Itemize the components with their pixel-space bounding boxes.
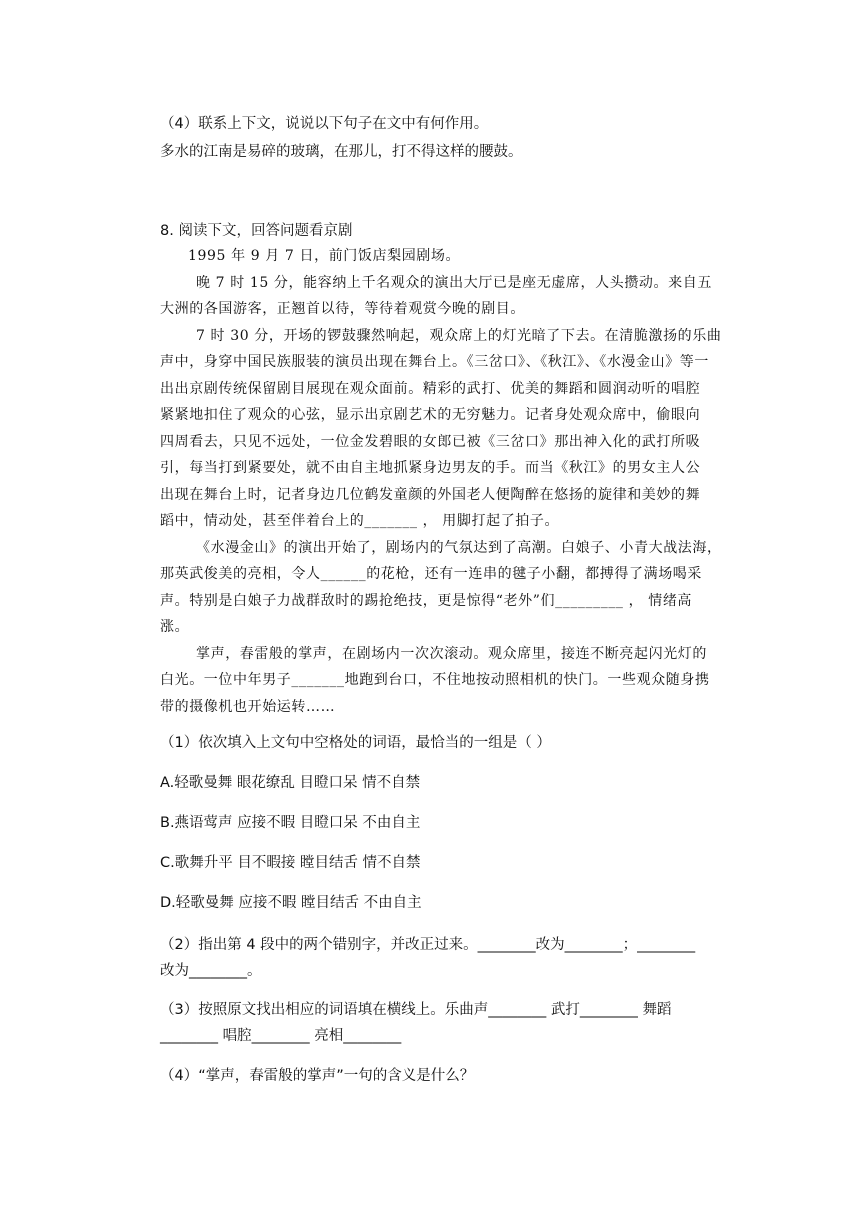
passage-line: 声中，身穿中国民族服装的演员出现在舞台上。《三岔口》、《秋江》、《水漫金山》等一: [160, 354, 709, 370]
passage-line: 紧紧地扣住了观众的心弦，显示出京剧艺术的无穷魅力。记者身处观众席中，偷眼向: [160, 407, 701, 423]
passage-line: 涨。: [160, 619, 190, 635]
passage-line: 引，每当打到紧要处，就不由自主地抓紧身边男友的手。而当《秋江》的男女主人公: [160, 460, 701, 476]
passage-line: 大洲的各国游客，正翘首以待，等待着观赏今晚的剧目。: [160, 301, 525, 317]
passage-line: 蹈中，情动处，甚至伴着台上的_______ ， 用脚打起了拍子。: [160, 513, 560, 529]
passage-line: 出出京剧传统保留剧目展现在观众面前。精彩的武打、优美的舞蹈和圆润动听的唱腔: [160, 381, 701, 397]
question-8-heading: 8. 阅读下文，回答问题看京剧: [160, 223, 353, 239]
question-1-prompt: （1）依次填入上文句中空格处的词语，最恰当的一组是（ ）: [160, 735, 551, 751]
question-4-prompt: （4）联系上下文，说说以下句子在文中有何作用。: [160, 116, 489, 132]
option-b: B.燕语莺声 应接不暇 目瞪口呆 不由自主: [160, 815, 421, 831]
question-2-line-1: （2）指出第 4 段中的两个错别字，并改正过来。________改为________；________: [160, 937, 696, 953]
passage-line-date: 1995 年 9 月 7 日，前门饭店梨园剧场。: [188, 248, 461, 264]
passage-line: 声。特别是白娘子力战群敌时的踢抢绝技，更是惊得“老外”们_________ ， 情绪高: [160, 593, 693, 609]
option-c: C.歌舞升平 目不暇接 瞠目结舌 情不自禁: [160, 855, 421, 871]
passage-line: 掌声，春雷般的掌声，在剧场内一次次滚动。观众席里，接连不断亮起闪光灯的: [196, 646, 707, 662]
question-4-sentence: 多水的江南是易碎的玻璃，在那儿，打不得这样的腰鼓。: [160, 144, 523, 160]
passage-line: 四周看去，只见不远处，一位金发碧眼的女郎已被《三岔口》那出神入化的武打所吸: [160, 434, 701, 450]
question-3-line-2: ________ 唱腔________ 亮相________: [160, 1028, 402, 1044]
option-d: D.轻歌曼舞 应接不暇 瞠目结舌 不由自主: [160, 895, 422, 911]
question-4b-prompt: （4）“掌声，春雷般的掌声”一句的含义是什么？: [160, 1068, 475, 1084]
passage-line: 白光。一位中年男子_______地跑到台口，不住地按动照相机的快门。一些观众随身携: [160, 672, 710, 688]
question-3-line-1: （3）按照原文找出相应的词语填在横线上。乐曲声________ 武打________ 舞蹈: [160, 1002, 672, 1018]
passage-line: 出现在舞台上时，记者身边几位鹤发童颜的外国老人便陶醉在悠扬的旋律和美妙的舞: [160, 487, 701, 503]
passage-line: 带的摄像机也开始运转……: [160, 699, 336, 715]
passage-line: 那英武俊美的亮相，令人______的花枪，还有一连串的毽子小翻，都搏得了满场喝采: [160, 566, 702, 582]
question-2-line-2: 改为________。: [160, 963, 262, 979]
passage-line: 7 时 30 分，开场的锣鼓骤然响起，观众席上的灯光暗了下去。在清脆激扬的乐曲: [196, 328, 722, 344]
passage-line: 《水漫金山》的演出开始了，剧场内的气氛达到了高潮。白娘子、小青大战法海，: [196, 540, 722, 556]
option-a: A.轻歌曼舞 眼花缭乱 目瞪口呆 情不自禁: [160, 775, 421, 791]
passage-line: 晚 7 时 15 分，能容纳上千名观众的演出大厅已是座无虚席，人头攒动。来自五: [196, 275, 712, 291]
